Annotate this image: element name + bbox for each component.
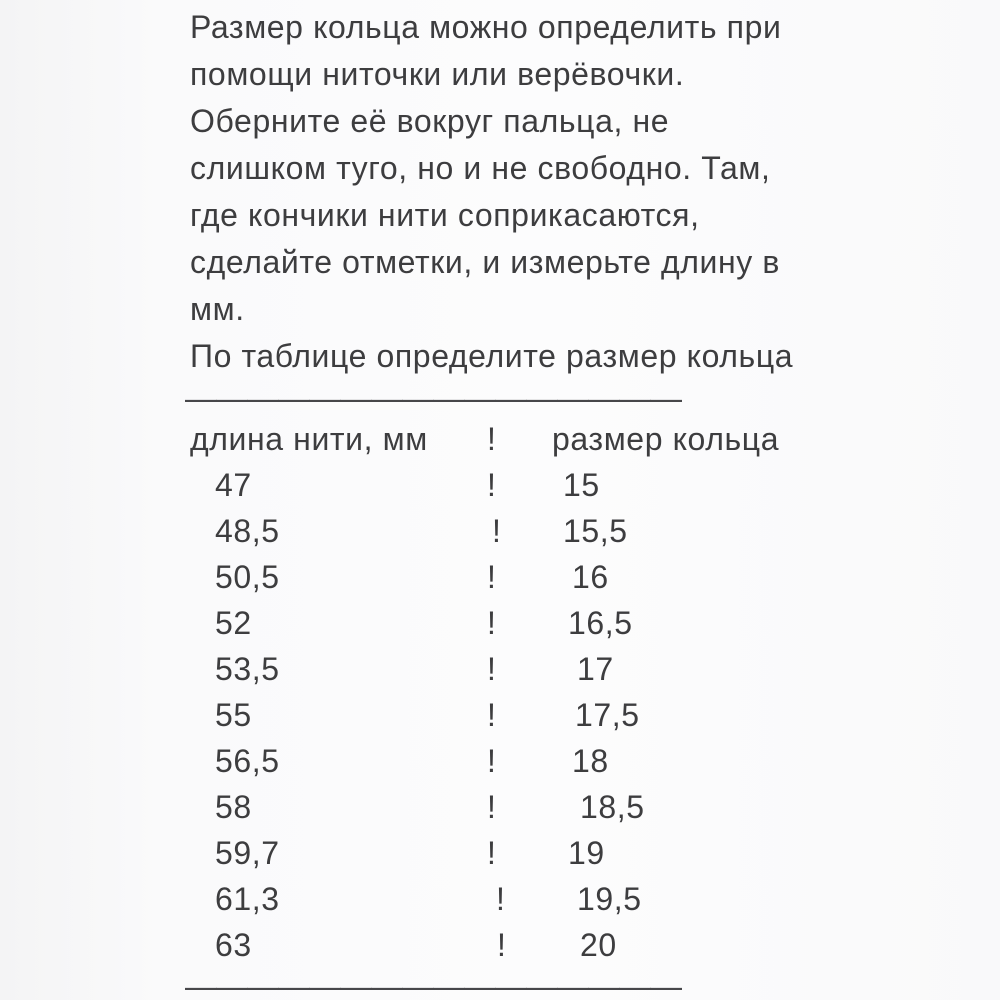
separator-mark: ! — [487, 835, 497, 871]
size-value: 17,5 — [575, 697, 640, 733]
separator-mark: ! — [492, 513, 502, 549]
length-value: 48,5 — [215, 513, 280, 549]
table-divider-top: ———————————————— — [185, 380, 681, 416]
length-value: 52 — [215, 605, 252, 641]
length-value: 58 — [215, 789, 252, 825]
length-value: 50,5 — [215, 559, 280, 595]
size-value: 18 — [572, 743, 609, 779]
paragraph-line: сделайте отметки, и измерьте длину в — [190, 244, 780, 280]
paragraph-line: помощи ниточки или верёвочки. — [190, 56, 685, 92]
length-value: 53,5 — [215, 651, 280, 687]
size-value: 17 — [577, 651, 614, 687]
separator-mark: ! — [487, 651, 497, 687]
paragraph-line: где кончики нити соприкасаются, — [190, 197, 700, 233]
separator-mark: ! — [497, 927, 507, 963]
separator-mark: ! — [487, 559, 497, 595]
size-value: 20 — [580, 927, 617, 963]
table-divider-bottom: ———————————————— — [185, 968, 681, 1000]
length-value: 55 — [215, 697, 252, 733]
paragraph-line: слишком туго, но и не свободно. Там, — [190, 150, 771, 186]
size-value: 15 — [563, 467, 600, 503]
length-value: 63 — [215, 927, 252, 963]
table-row — [190, 508, 830, 554]
separator-mark: ! — [487, 467, 497, 503]
table-body — [190, 462, 830, 968]
separator-mark: ! — [487, 697, 497, 733]
size-value: 19 — [568, 835, 605, 871]
document-content — [185, 4, 830, 1000]
table-header-row — [190, 416, 830, 462]
separator-mark: ! — [487, 743, 497, 779]
table-row — [190, 830, 830, 876]
table-row — [190, 784, 830, 830]
table-row — [190, 692, 830, 738]
paragraph-line: мм. — [190, 291, 245, 327]
separator-mark: ! — [487, 789, 497, 825]
separator-mark: ! — [496, 881, 506, 917]
instructions-paragraph — [190, 4, 830, 380]
header-separator-mark: ! — [487, 421, 497, 457]
size-value: 19,5 — [577, 881, 642, 917]
size-value: 16 — [572, 559, 609, 595]
ring-size-table — [190, 416, 830, 968]
paragraph-line: Размер кольца можно определить при — [190, 9, 782, 45]
table-row — [190, 462, 830, 508]
length-value: 61,3 — [215, 881, 280, 917]
header-length-label: длина нити, мм — [190, 421, 428, 457]
size-value: 15,5 — [563, 513, 628, 549]
table-row — [190, 600, 830, 646]
table-row — [190, 646, 830, 692]
size-value: 18,5 — [580, 789, 645, 825]
table-row — [190, 738, 830, 784]
table-row — [190, 554, 830, 600]
length-value: 56,5 — [215, 743, 280, 779]
table-row — [190, 922, 830, 968]
paragraph-line: По таблице определите размер кольца — [190, 338, 794, 374]
length-value: 47 — [215, 467, 252, 503]
separator-mark: ! — [487, 605, 497, 641]
table-row — [190, 876, 830, 922]
size-value: 16,5 — [568, 605, 633, 641]
header-size-label: размер кольца — [552, 421, 780, 457]
length-value: 59,7 — [215, 835, 280, 871]
paragraph-line: Оберните её вокруг пальца, не — [190, 103, 670, 139]
